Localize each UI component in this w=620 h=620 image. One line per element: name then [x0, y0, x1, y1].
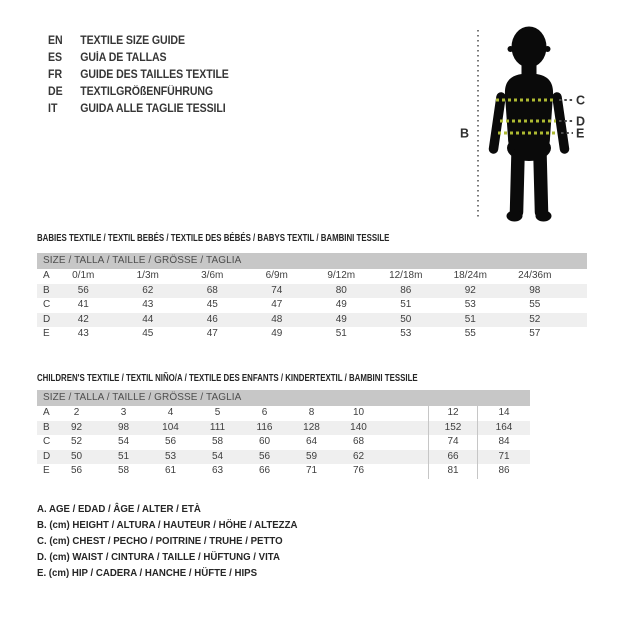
value-cell: 10: [352, 407, 365, 418]
value-cell: 111: [209, 421, 226, 433]
value-cell: 116: [256, 421, 273, 433]
value-cell: 61: [164, 465, 177, 477]
value-cell: 49: [335, 313, 347, 325]
value-cell: 49: [271, 328, 283, 340]
value-cell: 64: [305, 436, 318, 448]
value-cell: 55: [529, 299, 541, 311]
spacer-cell: [382, 406, 428, 421]
measurement-legend: [37, 501, 320, 581]
child-silhouette: [494, 27, 565, 222]
value-cell: 43: [77, 328, 89, 340]
value-cell: 46: [206, 313, 218, 325]
language-code: EN: [48, 35, 63, 48]
value-cell: 1/3m: [136, 270, 159, 281]
value-cell: 42: [77, 313, 89, 325]
legend-item: D. (cm) WAIST / CINTURA / TAILLE / HÜFTUNG / VITA: [37, 551, 280, 563]
value-cell: 62: [142, 284, 154, 296]
value-cell: 66: [428, 450, 478, 465]
row-label: B: [43, 284, 50, 296]
value-cell: 104: [162, 421, 179, 433]
value-cell: 49: [335, 299, 347, 311]
value-cell: 2: [73, 407, 80, 418]
language-row: [48, 67, 229, 84]
babies-size-table: [37, 253, 587, 342]
value-cell: 47: [271, 299, 283, 311]
value-cell: 81: [428, 464, 478, 479]
value-cell: 60: [258, 436, 271, 448]
value-cell: 14: [498, 407, 510, 418]
value-cell: 128: [303, 421, 320, 433]
value-cell: 3: [120, 407, 127, 418]
value-cell: 59: [305, 450, 318, 462]
value-cell: 56: [77, 284, 89, 296]
row-label: A: [43, 270, 50, 281]
babies-table-body: [37, 269, 587, 342]
value-cell: 76: [352, 465, 365, 477]
value-cell: 152: [428, 421, 478, 436]
value-cell: 140: [350, 421, 367, 433]
value-cell: 51: [117, 450, 130, 462]
table-row: [37, 421, 530, 436]
language-title: TEXTILE SIZE GUIDE: [80, 35, 185, 48]
row-label: C: [43, 299, 51, 311]
value-cell: 68: [206, 284, 218, 296]
spacer-cell: [382, 421, 428, 436]
value-cell: 92: [70, 421, 83, 433]
value-cell: 47: [206, 328, 218, 340]
language-code: IT: [48, 102, 58, 115]
size-header-row: SIZE / TALLA / TAILLE / GRÖSSE / TAGLIA: [37, 253, 587, 269]
value-cell: 41: [77, 299, 89, 311]
value-cell: 164: [495, 421, 513, 433]
table-row: [37, 313, 587, 328]
value-cell: 92: [464, 284, 476, 296]
value-cell: 52: [70, 436, 83, 448]
value-cell: 86: [400, 284, 412, 296]
value-cell: 18/24m: [453, 270, 487, 281]
value-cell: 57: [529, 328, 541, 340]
value-cell: 80: [335, 284, 347, 296]
legend-item: C. (cm) CHEST / PECHO / POITRINE / TRUHE / PETTO: [37, 535, 283, 547]
value-cell: 56: [164, 436, 177, 448]
value-cell: 98: [117, 421, 130, 433]
value-cell: 50: [70, 450, 83, 462]
row-label: C: [43, 436, 51, 448]
value-cell: 45: [206, 299, 218, 311]
language-code: FR: [48, 68, 63, 81]
row-label: B: [43, 421, 50, 433]
value-cell: 66: [258, 465, 271, 477]
table-row: [37, 269, 587, 284]
value-cell: 54: [211, 450, 224, 462]
value-cell: 12/18m: [389, 270, 423, 281]
value-cell: 74: [271, 284, 283, 296]
spacer-cell: [382, 435, 428, 450]
size-header-row: SIZE / TALLA / TAILLE / GRÖSSE / TAGLIA: [37, 390, 530, 406]
value-cell: 5: [214, 407, 221, 418]
value-cell: 63: [211, 465, 224, 477]
value-cell: 8: [308, 407, 315, 418]
value-cell: 62: [352, 450, 365, 462]
children-table-body: [37, 406, 530, 479]
table-row: [37, 327, 587, 342]
value-cell: 12: [428, 406, 478, 421]
row-label: A: [43, 407, 50, 418]
row-label: E: [43, 328, 50, 340]
spacer-cell: [382, 450, 428, 465]
value-cell: 71: [305, 465, 318, 477]
legend-item: E. (cm) HIP / CADERA / HANCHE / HÜFTE / HIPS: [37, 567, 258, 579]
language-title: GUIDA ALLE TAGLIE TESSILI: [80, 102, 226, 115]
value-cell: 44: [142, 313, 154, 325]
table-row: [37, 450, 530, 465]
language-code: ES: [48, 52, 63, 65]
language-title: GUÍA DE TALLAS: [80, 52, 167, 65]
language-row: [48, 33, 229, 50]
language-title-list: [48, 33, 245, 117]
value-cell: 52: [529, 313, 541, 325]
value-cell: 74: [428, 435, 478, 450]
language-row: [48, 83, 229, 100]
value-cell: 0/1m: [72, 270, 95, 281]
label-hip: E: [576, 126, 585, 141]
value-cell: 51: [335, 328, 347, 340]
value-cell: 6/9m: [265, 270, 288, 281]
value-cell: 9/12m: [327, 270, 356, 281]
legend-item: A. AGE / EDAD / ÂGE / ALTER / ETÀ: [37, 503, 201, 515]
value-cell: 58: [211, 436, 224, 448]
value-cell: 58: [117, 465, 130, 477]
value-cell: 56: [258, 450, 271, 462]
legend-item: B. (cm) HEIGHT / ALTURA / HAUTEUR / HÖHE / ALTEZZA: [37, 519, 298, 531]
language-row: [48, 50, 229, 67]
value-cell: 51: [400, 299, 412, 311]
row-label: E: [43, 465, 50, 477]
label-chest: C: [576, 93, 586, 108]
value-cell: 43: [142, 299, 154, 311]
value-cell: 54: [117, 436, 130, 448]
babies-table-title: BABIES TEXTILE / TEXTIL BEBÉS / TEXTILE DES BÉBÉS / BABYS TEXTIL / BAMBINI TESSILE: [37, 232, 390, 244]
value-cell: 4: [167, 407, 174, 418]
spacer-cell: [382, 464, 428, 479]
row-label: D: [43, 450, 51, 462]
value-cell: 6: [261, 407, 268, 418]
language-title: TEXTILGRÖßENFÜHRUNG: [80, 85, 214, 98]
value-cell: 51: [464, 313, 476, 325]
value-cell: 68: [352, 436, 365, 448]
table-row: [37, 406, 530, 421]
value-cell: 55: [464, 328, 476, 340]
table-row: [37, 464, 530, 479]
label-height: B: [460, 126, 470, 141]
child-silhouette-figure: [440, 16, 620, 230]
value-cell: 86: [498, 465, 510, 477]
value-cell: 98: [529, 284, 541, 296]
value-cell: 48: [271, 313, 283, 325]
language-row: [48, 100, 229, 117]
table-row: [37, 284, 587, 299]
label-waist: D: [576, 114, 586, 129]
value-cell: 53: [464, 299, 476, 311]
value-cell: 71: [498, 450, 510, 462]
value-cell: 56: [70, 465, 83, 477]
value-cell: 50: [400, 313, 412, 325]
row-label: D: [43, 313, 51, 325]
value-cell: 24/36m: [518, 270, 552, 281]
value-cell: 45: [142, 328, 154, 340]
value-cell: 53: [400, 328, 412, 340]
language-code: DE: [48, 85, 63, 98]
children-table-title: CHILDREN'S TEXTILE / TEXTIL NIÑO/A / TEXTILE DES ENFANTS / KINDERTEXTIL / BAMBINI TESSILE: [37, 372, 418, 384]
children-size-table: [37, 390, 530, 479]
value-cell: 3/6m: [201, 270, 224, 281]
value-cell: 53: [164, 450, 177, 462]
table-row: [37, 298, 587, 313]
table-row: [37, 435, 530, 450]
value-cell: 84: [498, 436, 510, 448]
language-title: GUIDE DES TAILLES TEXTILE: [80, 68, 229, 81]
